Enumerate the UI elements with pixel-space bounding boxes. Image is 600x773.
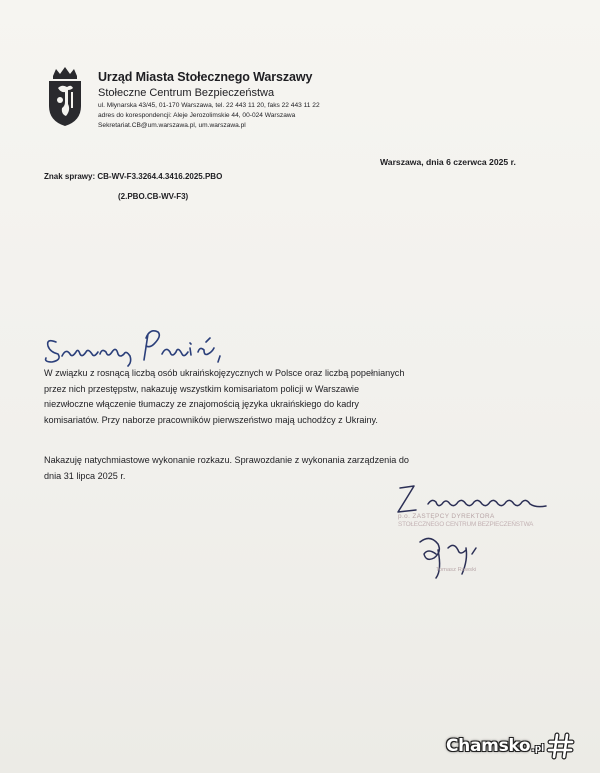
address-line: Sekretariat.CB@um.warszawa.pl, um.warszawa.pl <box>98 122 246 129</box>
stamp-title: p.o. ZASTĘPCY DYREKTORA <box>398 513 495 520</box>
address-line: ul. Młynarska 43/45, 01-170 Warszawa, tel. 22 443 11 20, faks 22 443 11 22 <box>98 102 320 109</box>
handwritten-greeting <box>38 318 238 370</box>
watermark <box>446 732 576 760</box>
address-line: adres do korespondencji: Aleje Jerozolimskie 44, 00-024 Warszawa <box>98 112 296 119</box>
organization-unit: Stołeczne Centrum Bezpieczeństwa <box>98 87 275 99</box>
paragraph-line: niezwłoczne włączenie tłumaczy ze znajomością języka ukraińskiego do kadry <box>44 399 359 410</box>
paragraph-line: komisariatów. Przy naborze pracowników pierwszeństwo mają uchodźcy z Ukrainy. <box>44 414 378 425</box>
paragraph-line: Nakazuję natychmiastowe wykonanie rozkazu. Sprawozdanie z wykonania zarządzenia do <box>44 455 409 465</box>
signature-drawing <box>380 478 580 608</box>
watermark-brand: Chamsko <box>446 736 531 756</box>
signature-stamp <box>398 513 533 529</box>
organization-address <box>98 101 320 131</box>
paragraph-line: W związku z rosnącą liczbą osób ukraińskojęzycznych w Polsce oraz liczbą popełnianych <box>44 368 405 378</box>
document-date: Warszawa, dnia 6 czerwca 2025 r. <box>380 157 516 167</box>
case-sub-number: (2.PBO.CB-WV-F3) <box>118 192 189 201</box>
stamp-unit: STOŁECZNEGO CENTRUM BEZPIECZEŃSTWA <box>398 521 534 528</box>
warsaw-coat-of-arms-icon <box>44 66 86 128</box>
body-paragraph <box>44 453 409 484</box>
watermark-tld: .pl <box>531 744 545 754</box>
case-number: Znak sprawy: CB-WV-F3.3264.4.3416.2025.PBO <box>44 172 223 181</box>
stamp-name: Tomasz Rawski <box>436 567 477 573</box>
paragraph-line: przez nich przestępstw, nakazuję wszystkim komisariatom policji w Warszawie <box>44 383 360 394</box>
organization-name: Urząd Miasta Stołecznego Warszawy <box>98 70 313 84</box>
paragraph-line: dnia 31 lipca 2025 r. <box>44 470 126 481</box>
hashtag-icon <box>546 732 576 760</box>
body-paragraph <box>44 366 404 428</box>
